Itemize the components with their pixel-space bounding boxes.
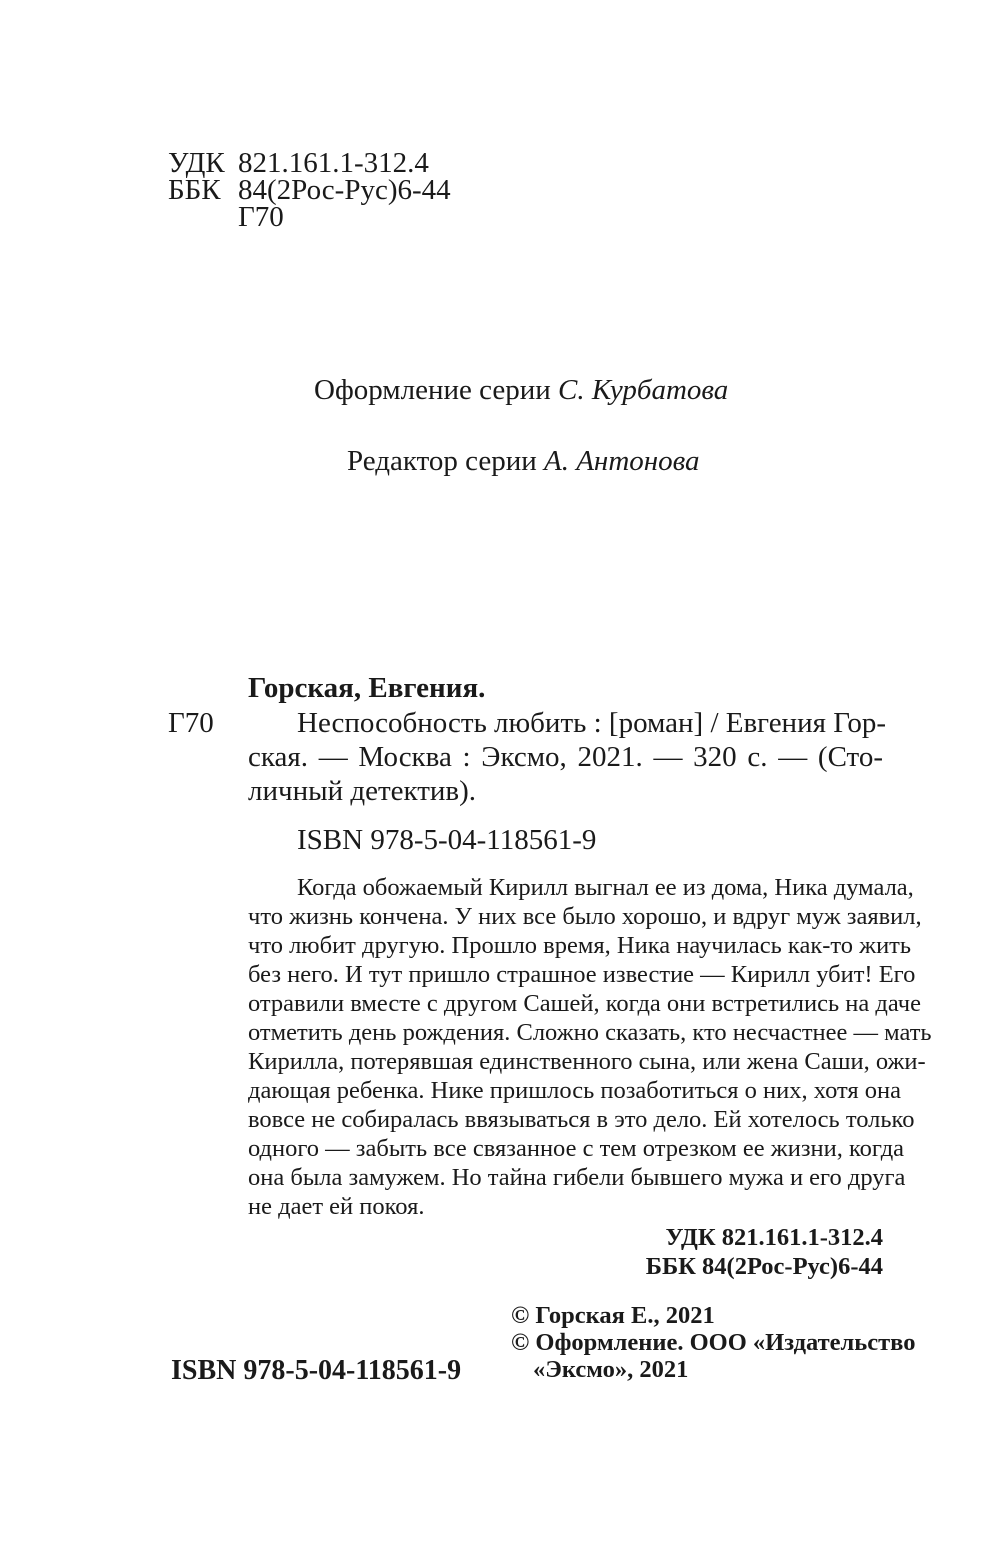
annotation-line: что жизнь кончена. У них все было хорошо, и вдруг муж заявил, <box>248 903 922 930</box>
card-author-sign: Г70 <box>168 707 214 739</box>
bbk-value: 84(2Рос-Рус)6-44 <box>238 174 451 206</box>
copyright-line: © Горская Е., 2021 <box>511 1302 715 1329</box>
annotation-line: отметить день рождения. Сложно сказать, кто несчастнее — мать <box>248 1019 932 1046</box>
annotation-line: Когда обожаемый Кирилл выгнал ее из дома, Ника думала, <box>297 874 914 901</box>
annotation-line: не дает ей покоя. <box>248 1193 425 1220</box>
annotation-line: без него. И тут пришло страшное известие — Кирилл убит! Его <box>248 961 916 988</box>
series-design-name: С. Курбатова <box>558 374 729 406</box>
card-description-line: ская. — Москва : Эксмо, 2021. — 320 с. — (Сто- <box>248 741 883 773</box>
series-editor-label: Редактор серии <box>347 445 537 477</box>
udk-label: УДК <box>168 147 225 179</box>
annotation-line: одного — забыть все связанное с тем отрезком ее жизни, когда <box>248 1135 905 1162</box>
udk-value: 821.161.1-312.4 <box>238 147 429 179</box>
footer-udk: УДК 821.161.1-312.4 <box>665 1224 883 1251</box>
series-design-label: Оформление серии <box>314 374 551 406</box>
card-isbn: ISBN 978-5-04-118561-9 <box>297 824 597 856</box>
annotation-line: дающая ребенка. Нике пришлось позаботиться о них, хотя она <box>248 1077 902 1104</box>
copyright-line: «Эксмо», 2021 <box>533 1356 689 1383</box>
annotation-line: вовсе не собиралась ввязываться в это дело. Ей хотелось только <box>248 1106 915 1133</box>
author-sign-top: Г70 <box>238 201 284 233</box>
series-design-credit <box>314 375 728 407</box>
series-editor-credit <box>347 446 700 478</box>
copyright-line: © Оформление. ООО «Издательство <box>511 1329 916 1356</box>
footer-bbk: ББК 84(2Рос-Рус)6-44 <box>645 1253 883 1280</box>
annotation-line: отравили вместе с другом Сашей, когда они встретились на даче <box>248 990 921 1017</box>
bbk-label: ББК <box>168 174 221 206</box>
card-author-heading: Горская, Евгения. <box>248 672 486 704</box>
series-editor-name: А. Антонова <box>544 445 700 477</box>
annotation-line: что любит другую. Прошло время, Ника научилась как-то жить <box>248 932 912 959</box>
footer-isbn: ISBN 978-5-04-118561-9 <box>171 1355 462 1386</box>
annotation-line: она была замужем. Но тайна гибели бывшего мужа и его друга <box>248 1164 906 1191</box>
annotation-line: Кирилла, потерявшая единственного сына, или жена Саши, ожи- <box>248 1048 926 1075</box>
card-description-line: Неспособность любить : [роман] / Евгения Гор- <box>297 707 887 739</box>
card-description-line: личный детектив). <box>248 775 477 807</box>
